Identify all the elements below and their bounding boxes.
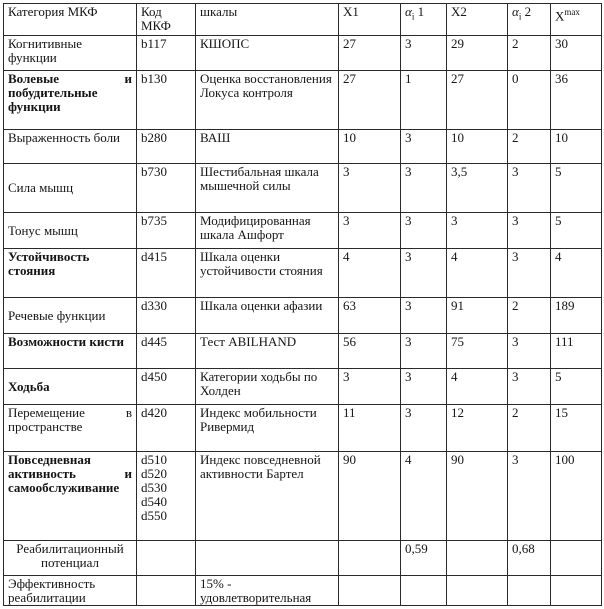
x2-cell: 12 xyxy=(447,405,508,452)
code-cell xyxy=(137,70,196,129)
code-value: d450 xyxy=(141,368,167,384)
code-value: d445 xyxy=(141,334,167,350)
xmax-cell: 36 xyxy=(551,70,602,129)
xmax-cell: 30 xyxy=(551,36,602,70)
header-alpha2: $\alpha_i$ 2 xyxy=(508,4,551,36)
scale-cell: Модифицированная шкала Ашфорт xyxy=(196,212,339,248)
a2-cell: 3 xyxy=(508,368,551,404)
code-cell xyxy=(137,212,196,248)
code-value: d530 xyxy=(141,479,167,495)
a1-cell: 3 xyxy=(401,249,447,298)
x1-cell: 3 xyxy=(339,212,401,248)
potential-alpha2: 0,68 xyxy=(508,541,551,575)
a1-cell: 3 xyxy=(401,405,447,452)
category-cell: Когнитивные функции xyxy=(4,36,137,70)
x1-cell: 4 xyxy=(339,249,401,298)
a2-cell: 2 xyxy=(508,36,551,70)
x2-cell: 29 xyxy=(447,36,508,70)
x1-cell: 10 xyxy=(339,129,401,163)
a1-cell: 3 xyxy=(401,129,447,163)
potential-x2 xyxy=(447,541,508,575)
a1-cell: 3 xyxy=(401,297,447,333)
x2-cell: 91 xyxy=(447,297,508,333)
table-row xyxy=(4,212,602,248)
scale-cell: Тест ABILHAND xyxy=(196,334,339,368)
category-cell: Ходьба xyxy=(4,368,137,404)
a2-cell: 2 xyxy=(508,129,551,163)
a2-cell: 3 xyxy=(508,212,551,248)
table-row xyxy=(4,405,602,452)
efficiency-alpha2 xyxy=(508,575,551,605)
efficiency-label: Эффективность реабилитации xyxy=(4,575,137,605)
category-cell: Возможности кисти xyxy=(4,334,137,368)
x2-cell: 10 xyxy=(447,129,508,163)
efficiency-x1 xyxy=(339,575,401,605)
code-cell xyxy=(137,368,196,404)
x1-cell: 63 xyxy=(339,297,401,333)
xmax-cell: 5 xyxy=(551,164,602,213)
xmax-cell: 5 xyxy=(551,368,602,404)
xmax-cell: 4 xyxy=(551,249,602,298)
a1-cell: 1 xyxy=(401,70,447,129)
table-row xyxy=(4,164,602,213)
a2-cell: 2 xyxy=(508,405,551,452)
efficiency-xmax xyxy=(551,575,602,605)
potential-label: Реабилитационный потенциал xyxy=(4,541,137,575)
a1-cell: 3 xyxy=(401,334,447,368)
code-cell xyxy=(137,334,196,368)
table-row xyxy=(4,451,602,540)
a2-cell: 3 xyxy=(508,249,551,298)
a2-cell: 0 xyxy=(508,70,551,129)
efficiency-alpha1 xyxy=(401,575,447,605)
category-cell: Сила мышц xyxy=(4,164,137,213)
scale-cell: Индекс мобильности Ривермид xyxy=(196,405,339,452)
table-row xyxy=(4,36,602,70)
code-cell xyxy=(137,297,196,333)
efficiency-row xyxy=(4,575,602,605)
a1-cell: 3 xyxy=(401,164,447,213)
efficiency-code xyxy=(137,575,196,605)
x2-cell: 3 xyxy=(447,212,508,248)
code-value: d420 xyxy=(141,405,167,421)
x2-cell: 75 xyxy=(447,334,508,368)
xmax-cell: 15 xyxy=(551,405,602,452)
header-alpha1: $\alpha_i$ 1 xyxy=(401,4,447,36)
header-xmax: $X^{max}$ xyxy=(551,4,602,36)
a1-cell: 4 xyxy=(401,451,447,540)
header-scale: шкалы xyxy=(196,4,339,36)
efficiency-scale: 15% - удовлетворительная xyxy=(196,575,339,605)
category-cell: Волевые и побудительные функции xyxy=(4,70,137,129)
category-cell: Речевые функции xyxy=(4,297,137,333)
category-cell: Повседневная активность и самообслуживание xyxy=(4,451,137,540)
scale-cell: Шкала оценки афазии xyxy=(196,297,339,333)
code-cell xyxy=(137,405,196,452)
potential-alpha1: 0,59 xyxy=(401,541,447,575)
category-cell: Тонус мышц xyxy=(4,212,137,248)
code-cell xyxy=(137,36,196,70)
x2-cell: 4 xyxy=(447,368,508,404)
a1-cell: 3 xyxy=(401,36,447,70)
table-row xyxy=(4,70,602,129)
potential-code xyxy=(137,541,196,575)
code-value: b117 xyxy=(141,36,167,52)
header-category: Категория МКФ xyxy=(4,4,137,36)
a2-cell: 3 xyxy=(508,451,551,540)
x2-cell: 4 xyxy=(447,249,508,298)
scale-cell: ВАШ xyxy=(196,129,339,163)
a2-cell: 3 xyxy=(508,334,551,368)
table-row xyxy=(4,334,602,368)
code-value: b130 xyxy=(141,70,167,86)
efficiency-x2 xyxy=(447,575,508,605)
header-code: Код МКФ xyxy=(137,4,196,36)
code-value: d520 xyxy=(141,465,167,481)
x2-cell: 3,5 xyxy=(447,164,508,213)
scale-cell: Шкала оценки устойчивости стояния xyxy=(196,249,339,298)
code-value: b735 xyxy=(141,212,167,228)
category-cell: Устойчивость стояния xyxy=(4,249,137,298)
potential-row xyxy=(4,541,602,575)
code-value: d415 xyxy=(141,249,167,265)
header-x2: X2 xyxy=(447,4,508,36)
xmax-cell: 189 xyxy=(551,297,602,333)
code-cell xyxy=(137,129,196,163)
code-value: d330 xyxy=(141,297,167,313)
code-cell xyxy=(137,164,196,213)
scale-cell: Категории ходьбы по Холден xyxy=(196,368,339,404)
x2-cell: 27 xyxy=(447,70,508,129)
xmax-cell: 10 xyxy=(551,129,602,163)
x1-cell: 27 xyxy=(339,70,401,129)
scale-cell: Индекс повседневной активности Бартел xyxy=(196,451,339,540)
a2-cell: 2 xyxy=(508,297,551,333)
potential-scale xyxy=(196,541,339,575)
code-cell xyxy=(137,451,196,540)
category-cell: Перемещение в пространстве xyxy=(4,405,137,452)
a1-cell: 3 xyxy=(401,212,447,248)
code-value: d540 xyxy=(141,493,167,509)
xmax-cell: 100 xyxy=(551,451,602,540)
xmax-cell: 5 xyxy=(551,212,602,248)
mkf-table xyxy=(3,3,602,606)
scale-cell: Шестибальная шкала мышечной силы xyxy=(196,164,339,213)
x2-cell: 90 xyxy=(447,451,508,540)
x1-cell: 27 xyxy=(339,36,401,70)
table-row xyxy=(4,249,602,298)
a2-cell: 3 xyxy=(508,164,551,213)
header-row xyxy=(4,4,602,36)
code-value: b730 xyxy=(141,164,167,180)
category-cell: Выраженность боли xyxy=(4,129,137,163)
table-row xyxy=(4,297,602,333)
scale-cell: КШОПС xyxy=(196,36,339,70)
a1-cell: 3 xyxy=(401,368,447,404)
table-row xyxy=(4,368,602,404)
code-value: b280 xyxy=(141,129,167,145)
table-row xyxy=(4,129,602,163)
code-value: d550 xyxy=(141,507,167,523)
x1-cell: 90 xyxy=(339,451,401,540)
x1-cell: 3 xyxy=(339,368,401,404)
header-x1: X1 xyxy=(339,4,401,36)
x1-cell: 56 xyxy=(339,334,401,368)
potential-xmax xyxy=(551,541,602,575)
code-cell xyxy=(137,249,196,298)
scale-cell: Оценка восстановления Локуса контроля xyxy=(196,70,339,129)
xmax-cell: 111 xyxy=(551,334,602,368)
potential-x1 xyxy=(339,541,401,575)
x1-cell: 11 xyxy=(339,405,401,452)
x1-cell: 3 xyxy=(339,164,401,213)
code-value: d510 xyxy=(141,451,167,467)
